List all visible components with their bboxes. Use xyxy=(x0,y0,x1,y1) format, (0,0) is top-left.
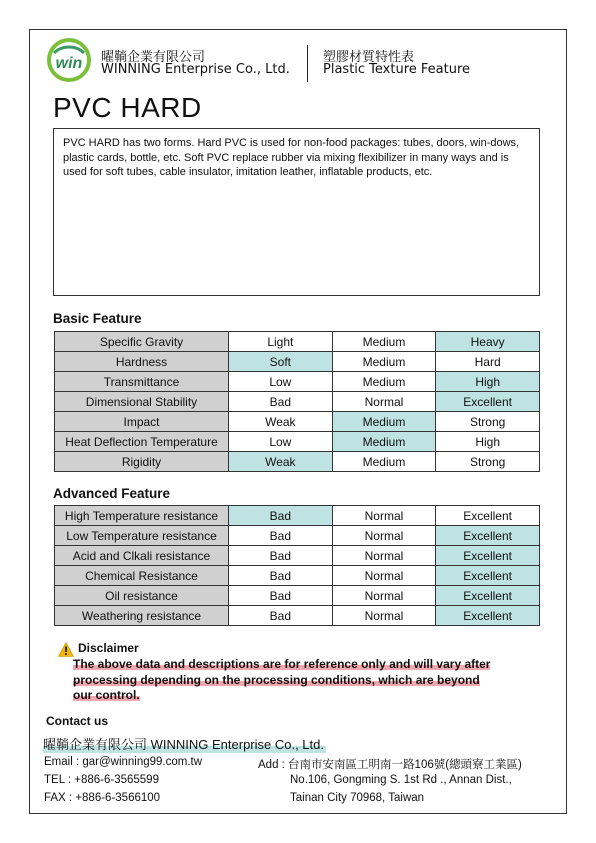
feature-option: Normal xyxy=(332,526,436,546)
feature-option: Strong xyxy=(436,412,540,432)
feature-option-selected: Excellent xyxy=(436,392,540,412)
warning-icon xyxy=(58,642,74,657)
feature-option: Weak xyxy=(229,412,333,432)
feature-row xyxy=(55,526,540,546)
feature-label: Heat Deflection Temperature xyxy=(55,432,229,452)
feature-row xyxy=(55,372,540,392)
feature-label: Rigidity xyxy=(55,452,229,472)
feature-row xyxy=(55,392,540,412)
feature-option-selected: Excellent xyxy=(436,566,540,586)
feature-option: Low xyxy=(229,372,333,392)
feature-option: Bad xyxy=(229,526,333,546)
material-title: PVC HARD xyxy=(53,92,202,123)
contact-tel[interactable]: TEL : +886-6-3565599 xyxy=(44,774,159,786)
feature-option: Bad xyxy=(229,392,333,412)
feature-label: Oil resistance xyxy=(55,586,229,606)
feature-option-selected: Bad xyxy=(229,506,333,526)
feature-option-selected: Soft xyxy=(229,352,333,372)
disclaimer-line: processing depending on the processing conditions, which are beyond xyxy=(73,672,480,687)
feature-option-selected: Weak xyxy=(229,452,333,472)
feature-row xyxy=(55,332,540,352)
advanced-feature-table xyxy=(54,505,540,626)
feature-option: Bad xyxy=(229,586,333,606)
feature-row xyxy=(55,566,540,586)
feature-option-selected: Excellent xyxy=(436,586,540,606)
feature-option: Light xyxy=(229,332,333,352)
feature-option: Medium xyxy=(332,332,436,352)
feature-label: Transmittance xyxy=(55,372,229,392)
feature-label: Acid and Clkali resistance xyxy=(55,546,229,566)
feature-label: Specific Gravity xyxy=(55,332,229,352)
feature-label: Hardness xyxy=(55,352,229,372)
feature-option-selected: Medium xyxy=(332,432,436,452)
feature-row xyxy=(55,506,540,526)
advanced-feature-title: Advanced Feature xyxy=(53,486,171,501)
disclaimer-title: Disclaimer xyxy=(78,641,139,655)
feature-option: Normal xyxy=(332,566,436,586)
company-name-cn: 曜鞝企業有限公司 xyxy=(101,50,206,65)
feature-option: Bad xyxy=(229,606,333,626)
feature-option: Normal xyxy=(332,586,436,606)
feature-row xyxy=(55,412,540,432)
feature-option: Excellent xyxy=(436,506,540,526)
feature-option-selected: High xyxy=(436,372,540,392)
feature-label: Chemical Resistance xyxy=(55,566,229,586)
feature-option: Normal xyxy=(332,506,436,526)
feature-option: Bad xyxy=(229,566,333,586)
feature-option: Medium xyxy=(332,372,436,392)
feature-label: Impact xyxy=(55,412,229,432)
disclaimer-text xyxy=(73,657,523,704)
feature-label: High Temperature resistance xyxy=(55,506,229,526)
feature-option: Normal xyxy=(332,546,436,566)
feature-option: High xyxy=(436,432,540,452)
feature-row xyxy=(55,586,540,606)
feature-row xyxy=(55,432,540,452)
header-divider xyxy=(307,45,308,82)
feature-option-selected: Heavy xyxy=(436,332,540,352)
basic-feature-table xyxy=(54,331,540,472)
feature-option: Normal xyxy=(332,606,436,626)
disclaimer-line: our control. xyxy=(73,688,140,702)
disclaimer-line: The above data and descriptions are for reference only and will vary after xyxy=(73,657,491,671)
contact-address-line-3: Tainan City 70968, Taiwan xyxy=(290,792,425,804)
feature-option: Medium xyxy=(332,452,436,472)
material-description: PVC HARD has two forms. Hard PVC is used for non-food packages: tubes, doors, win-dows, plastic cards, bottle, etc. Soft PVC replace rubber via mixing flexibilizer in many ways and is used for soft tubes, cable insulator, imitation leather, inflatable products, etc. xyxy=(53,128,540,296)
feature-row xyxy=(55,352,540,372)
document-type-cn: 塑膠材質特性表 xyxy=(323,50,415,65)
basic-feature-title: Basic Feature xyxy=(53,311,142,326)
feature-option: Medium xyxy=(332,352,436,372)
feature-option: Strong xyxy=(436,452,540,472)
feature-option: Normal xyxy=(332,392,436,412)
feature-row xyxy=(55,452,540,472)
company-logo xyxy=(46,37,92,83)
contact-address-line-1: Add : 台南市安南區工明南一路106號(總頭寮工業區) xyxy=(258,759,522,771)
feature-option: Hard xyxy=(436,352,540,372)
contact-title: Contact us xyxy=(46,714,109,728)
contact-company: 曜鞝企業有限公司 WINNING Enterprise Co., Ltd. xyxy=(43,734,326,753)
contact-address-line-2: No.106, Gongming S. 1st Rd ., Annan Dist., xyxy=(290,774,512,786)
feature-row xyxy=(55,546,540,566)
company-name-en: WINNING Enterprise Co., Ltd. xyxy=(101,62,290,77)
feature-label: Dimensional Stability xyxy=(55,392,229,412)
feature-row xyxy=(55,606,540,626)
feature-label: Low Temperature resistance xyxy=(55,526,229,546)
feature-label: Weathering resistance xyxy=(55,606,229,626)
contact-email[interactable]: Email : gar@winning99.com.tw xyxy=(44,756,203,768)
document-type-en: Plastic Texture Feature xyxy=(323,62,471,77)
feature-option-selected: Medium xyxy=(332,412,436,432)
feature-option-selected: Excellent xyxy=(436,546,540,566)
feature-option-selected: Excellent xyxy=(436,606,540,626)
feature-option: Bad xyxy=(229,546,333,566)
feature-option-selected: Excellent xyxy=(436,526,540,546)
feature-option: Low xyxy=(229,432,333,452)
contact-fax: FAX : +886-6-3566100 xyxy=(44,792,161,804)
svg-text:win: win xyxy=(55,55,83,72)
